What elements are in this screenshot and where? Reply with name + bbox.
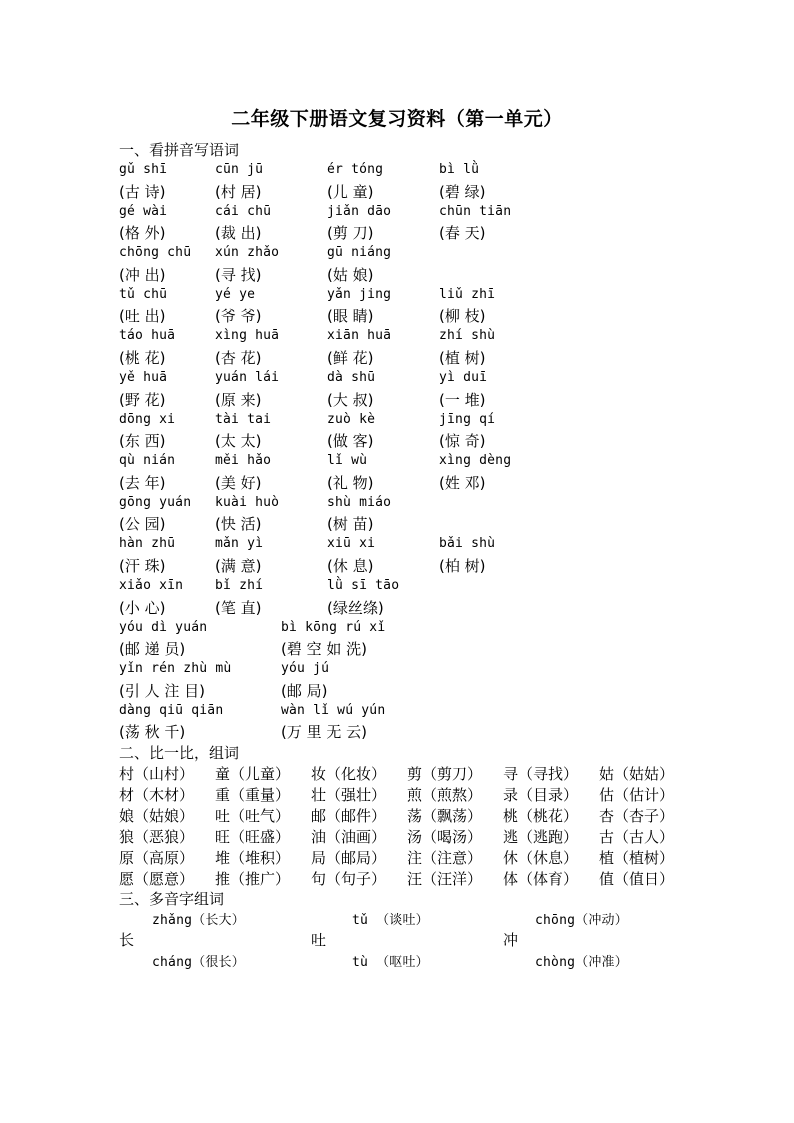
compare-word: 原（高原）	[119, 849, 195, 867]
compare-word: 娘（姑娘）	[119, 807, 195, 825]
pinyin-text: bǎi shù	[439, 536, 496, 552]
hanzi-answer: (柏 树)	[439, 556, 486, 575]
hanzi-answer: (引 人 注 目)	[119, 681, 206, 700]
compare-word: 杏（杏子）	[599, 807, 675, 825]
pinyin-text: jīng qí	[439, 411, 496, 427]
hanzi-answer: (碧 空 如 洗)	[281, 640, 368, 659]
pinyin-text: dàng qiū qiān	[119, 702, 224, 718]
pinyin-text: cái chū	[215, 203, 272, 219]
pinyin-text: gū niáng	[327, 245, 392, 261]
pinyin-text: táo huā	[119, 328, 176, 344]
hanzi-answer: (大 叔)	[327, 390, 374, 409]
hanzi-answer: (一 堆)	[439, 390, 486, 409]
hanzi-answer: (杏 花)	[215, 348, 262, 367]
polyphone-reading-bottom: cháng（很长）	[152, 955, 245, 970]
hanzi-answer: (万 里 无 云)	[281, 723, 368, 742]
compare-word: 油（油画）	[311, 828, 387, 846]
hanzi-answer: (眼 睛)	[327, 307, 374, 326]
polyphone-reading-top: zhǎng（长大）	[152, 913, 245, 928]
pinyin-text: wàn lǐ wú yún	[281, 702, 386, 718]
compare-word: 妆（化妆）	[311, 765, 387, 783]
pinyin-text: xìng huā	[215, 328, 280, 344]
compare-word: 值（值日）	[599, 870, 675, 888]
compare-word: 愿（愿意）	[119, 870, 195, 888]
hanzi-answer: (原 来)	[215, 390, 262, 409]
compare-word: 体（体育）	[503, 870, 579, 888]
compare-word: 姑（姑姑）	[599, 765, 675, 783]
compare-word: 煎（煎熬）	[407, 786, 483, 804]
hanzi-answer: (村 居)	[215, 182, 262, 201]
pinyin-text: lǜ sī tāo	[327, 578, 400, 593]
polyphone-char: 冲	[503, 931, 519, 949]
polyphone-reading-bottom: chòng（冲准）	[535, 955, 628, 970]
pinyin-text: mǎn yì	[215, 536, 264, 552]
pinyin-text: yì duī	[439, 370, 488, 385]
pinyin-text: gōng yuán	[119, 494, 192, 510]
pinyin-text: hàn zhū	[119, 536, 176, 552]
polyphone-reading-top: chōng（冲动）	[535, 913, 628, 928]
pinyin-text: tǔ chū	[119, 286, 168, 302]
hanzi-answer: (东 西)	[119, 432, 166, 451]
pinyin-text: yě huā	[119, 370, 168, 385]
compare-word: 桃（桃花）	[503, 807, 579, 825]
pinyin-text: kuài huò	[215, 494, 280, 510]
pinyin-text: xiǎo xīn	[119, 578, 184, 593]
pinyin-text: yǎn jing	[327, 286, 392, 302]
pinyin-text: yǐn rén zhù mù	[119, 661, 232, 677]
hanzi-answer: (荡 秋 千)	[119, 723, 186, 742]
hanzi-answer: (儿 童)	[327, 182, 374, 201]
hanzi-answer: (鲜 花)	[327, 348, 374, 367]
pinyin-text: ér tóng	[327, 162, 384, 177]
pinyin-text: qù nián	[119, 453, 176, 469]
hanzi-answer: (桃 花)	[119, 348, 166, 367]
hanzi-answer: (礼 物)	[327, 473, 374, 492]
hanzi-answer: (碧 绿)	[439, 182, 486, 201]
page-title: 二年级下册语文复习资料（第一单元）	[231, 108, 563, 130]
hanzi-answer: (野 花)	[119, 390, 166, 409]
hanzi-answer: (裁 出)	[215, 224, 262, 243]
hanzi-answer: (惊 奇)	[439, 432, 486, 451]
hanzi-answer: (格 外)	[119, 224, 166, 243]
pinyin-text: gé wài	[119, 203, 168, 219]
pinyin-text: shù miáo	[327, 494, 392, 510]
pinyin-text: xiū xi	[327, 536, 376, 552]
pinyin-text: chōng chū	[119, 245, 192, 261]
pinyin-text: dà shū	[327, 370, 376, 385]
polyphone-char: 长	[119, 931, 135, 949]
polyphone-reading-bottom: tù （呕吐）	[352, 955, 429, 970]
compare-word: 估（估计）	[599, 786, 675, 804]
hanzi-answer: (姑 娘)	[327, 265, 374, 284]
pinyin-text: lǐ wù	[327, 453, 368, 469]
hanzi-answer: (邮 局)	[281, 681, 328, 700]
hanzi-answer: (冲 出)	[119, 265, 166, 284]
hanzi-answer: (去 年)	[119, 473, 166, 492]
pinyin-text: zhí shù	[439, 328, 496, 344]
compare-word: 录（目录）	[503, 786, 579, 804]
pinyin-text: xìng dèng	[439, 453, 512, 469]
compare-word: 材（木材）	[119, 786, 195, 804]
hanzi-answer: (快 活)	[215, 515, 262, 534]
hanzi-answer: (吐 出)	[119, 307, 166, 326]
pinyin-text: xiān huā	[327, 328, 392, 344]
compare-word: 逃（逃跑）	[503, 828, 579, 846]
hanzi-answer: (寻 找)	[215, 265, 262, 284]
compare-word: 植（植树）	[599, 849, 675, 867]
hanzi-answer: (植 树)	[439, 348, 486, 367]
pinyin-text: yóu jú	[281, 661, 330, 677]
pinyin-text: cūn jū	[215, 162, 264, 177]
pinyin-text: tài tai	[215, 411, 272, 427]
compare-word: 局（邮局）	[311, 849, 387, 867]
hanzi-answer: (做 客)	[327, 432, 374, 451]
hanzi-answer: (姓 邓)	[439, 473, 486, 492]
hanzi-answer: (休 息)	[327, 556, 374, 575]
pinyin-text: yé ye	[215, 286, 256, 302]
hanzi-answer: (汗 珠)	[119, 556, 166, 575]
compare-word: 童（儿童）	[215, 765, 291, 783]
polyphone-char: 吐	[311, 931, 327, 949]
pinyin-text: xún zhǎo	[215, 245, 280, 261]
compare-word: 休（休息）	[503, 849, 579, 867]
hanzi-answer: (春 天)	[439, 224, 486, 243]
pinyin-text: bì lǜ	[439, 162, 480, 177]
pinyin-text: bì kōng rú xǐ	[281, 619, 386, 635]
compare-word: 荡（飘荡）	[407, 807, 483, 825]
compare-word: 寻（寻找）	[503, 765, 579, 783]
compare-word: 堆（堆积）	[215, 849, 291, 867]
section-heading-1: 一、看拼音写语词	[119, 141, 240, 159]
hanzi-answer: (笔 直)	[215, 598, 262, 617]
compare-word: 古（古人）	[599, 828, 675, 846]
hanzi-answer: (剪 刀)	[327, 224, 374, 243]
hanzi-answer: (公 园)	[119, 515, 166, 534]
compare-word: 推（推广）	[215, 870, 291, 888]
hanzi-answer: (古 诗)	[119, 182, 166, 201]
compare-word: 壮（强壮）	[311, 786, 387, 804]
hanzi-answer: (满 意)	[215, 556, 262, 575]
compare-word: 汪（汪洋）	[407, 870, 483, 888]
hanzi-answer: (美 好)	[215, 473, 262, 492]
section-heading-3: 三、多音字组词	[119, 890, 225, 908]
hanzi-answer: (绿丝绦)	[327, 598, 384, 617]
hanzi-answer: (小 心)	[119, 598, 166, 617]
pinyin-text: dōng xi	[119, 411, 176, 427]
pinyin-text: yóu dì yuán	[119, 619, 208, 635]
pinyin-text: gǔ shī	[119, 162, 168, 177]
pinyin-text: liǔ zhī	[439, 286, 496, 302]
hanzi-answer: (太 太)	[215, 432, 262, 451]
compare-word: 吐（吐气）	[215, 807, 291, 825]
compare-word: 旺（旺盛）	[215, 828, 291, 846]
pinyin-text: jiǎn dāo	[327, 203, 392, 219]
pinyin-text: měi hǎo	[215, 453, 272, 469]
compare-word: 注（注意）	[407, 849, 483, 867]
section-heading-2: 二、比一比，组词	[119, 744, 240, 762]
compare-word: 汤（喝汤）	[407, 828, 483, 846]
compare-word: 狼（恶狼）	[119, 828, 195, 846]
compare-word: 重（重量）	[215, 786, 291, 804]
pinyin-text: bǐ zhí	[215, 578, 264, 593]
pinyin-text: zuò kè	[327, 411, 376, 427]
compare-word: 邮（邮件）	[311, 807, 387, 825]
compare-word: 村（山村）	[119, 765, 195, 783]
hanzi-answer: (邮 递 员)	[119, 640, 186, 659]
polyphone-reading-top: tǔ （谈吐）	[352, 913, 429, 928]
pinyin-text: chūn tiān	[439, 203, 512, 219]
pinyin-text: yuán lái	[215, 370, 280, 385]
hanzi-answer: (树 苗)	[327, 515, 374, 534]
compare-word: 句（句子）	[311, 870, 387, 888]
hanzi-answer: (柳 枝)	[439, 307, 486, 326]
hanzi-answer: (爷 爷)	[215, 307, 262, 326]
compare-word: 剪（剪刀）	[407, 765, 483, 783]
